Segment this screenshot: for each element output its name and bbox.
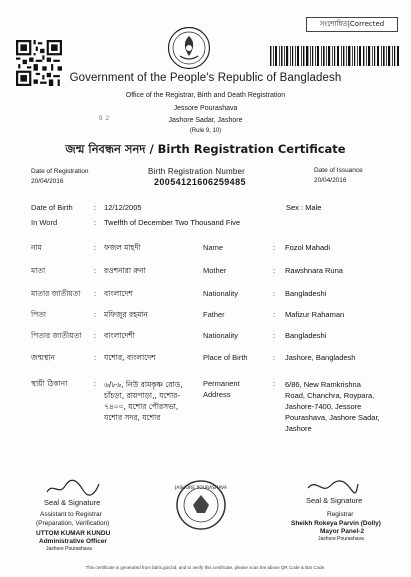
dob-label: Date of Birth	[31, 203, 73, 212]
dob-value: 12/12/2005	[104, 203, 142, 212]
mother-en-label: Mother	[203, 266, 227, 275]
father-en: Mafizur Rahaman	[285, 310, 345, 319]
address-en-label-2: Address	[203, 390, 231, 399]
address-en: 6/86, New Ramkrishna Road, Chanchra, Roypara, Jashore-7400, Jessore Pourashava, Jashore Sadar, Jashore	[285, 380, 380, 433]
footer-note: This certificate is generated from bdris.gov.bd, and to verify this certificate, please scan the above QR Code & Bar Code.	[85, 565, 326, 570]
right-signer-name: Sheikh Rokeya Parvin (Dolly)	[291, 520, 381, 527]
father-nationality-en-label: Nationality	[203, 331, 239, 340]
sex-value: Male	[305, 203, 322, 212]
left-signature	[43, 478, 103, 498]
registration-date: 20/04/2016	[31, 178, 64, 185]
mother-en: Rawshnara Runa	[285, 266, 343, 275]
father-nationality-en: Bangladeshi	[285, 331, 327, 340]
colon: :	[273, 243, 276, 252]
address-en-label-1: Permanent	[203, 379, 240, 388]
mother-bn: রওশনারা রুনা	[104, 266, 146, 275]
colon: :	[273, 289, 276, 298]
colon: :	[94, 379, 97, 388]
certificate-title: জন্ম নিবন্ধন সনদ / Birth Registration Certificate	[65, 142, 346, 156]
colon: :	[273, 310, 276, 319]
pourashava-name: Jessore Pourashava	[173, 105, 238, 112]
office-location: Jashore Sadar, Jashore	[168, 117, 243, 124]
dob-colon: :	[94, 203, 97, 212]
name-bn-label: নাম	[31, 243, 42, 252]
registration-number: 20054121606259485	[154, 177, 246, 187]
father-bn: মফিজুর রহমান	[104, 310, 148, 319]
registration-number-label: Birth Registration Number	[148, 167, 246, 176]
government-title: Government of the People's Republic of Bangladesh	[69, 72, 342, 84]
in-word-colon: :	[94, 218, 97, 227]
left-signer-officer: Administrative Officer	[39, 538, 107, 545]
left-role-1: Assistant to Registrar	[40, 511, 102, 518]
name-en: Fozol Mahadi	[285, 243, 331, 252]
right-signature	[304, 476, 362, 496]
place-of-birth-en-label: Place of Birth	[203, 353, 248, 362]
sex-label: Sex :	[286, 203, 306, 212]
mother-nationality-bn: বাংলাদেশ	[104, 289, 133, 298]
rule-reference: (Rule 9, 10)	[189, 128, 222, 134]
right-seal-title: Seal & Signature	[306, 496, 363, 505]
address-bn-label: স্থায়ী ঠিকানা	[31, 379, 68, 388]
father-en-label: Father	[203, 310, 225, 319]
place-of-birth-bn-label: জন্মস্থান	[31, 353, 56, 362]
left-signer-office: Jashore Pourashava	[46, 546, 92, 552]
pourashava-stamp	[175, 479, 227, 531]
issuance-date: 20/04/2016	[314, 177, 347, 184]
office-name: Office of the Registrar, Birth and Death Registration	[125, 92, 286, 99]
mother-bn-label: মাতা	[31, 266, 46, 275]
barcode	[270, 46, 400, 66]
issuance-date-label: Date of Issuance	[314, 167, 363, 174]
registration-date-label: Date of Registration	[31, 168, 89, 175]
colon: :	[94, 331, 97, 340]
place-of-birth-en: Jashore, Bangladesh	[285, 353, 356, 362]
in-word-value: Twelfth of December Two Thousand Five	[104, 218, 241, 227]
colon: :	[94, 310, 97, 319]
left-role-2: (Preparation, Verification)	[36, 520, 110, 527]
place-of-birth-bn: যশোর, বাংলাদেশ	[104, 353, 156, 362]
side-number: 9 2	[99, 116, 110, 122]
colon: :	[94, 289, 97, 298]
mother-nationality-bn-label: মাতার জাতীয়তা	[31, 289, 81, 298]
father-nationality-bn: বাংলাদেশী	[104, 331, 135, 340]
colon: :	[273, 379, 276, 388]
colon: :	[273, 266, 276, 275]
right-signer-office: Jashore Pourashava	[318, 536, 364, 542]
bangladesh-emblem-icon	[167, 26, 211, 70]
colon: :	[94, 243, 97, 252]
address-bn: ৬/৮৬, নিউ রামকৃষ্ণ রোড, চাঁচড়া, রায়পাড়া,, যশোর- ৭৪০০, যশোর পৌরসভা, যশোর সদর, যশোর	[104, 380, 183, 422]
father-nationality-bn-label: পিতার জাতীয়তা	[31, 331, 82, 340]
name-en-label: Name	[203, 243, 224, 252]
svg-text:JASHORE POURASHAVA: JASHORE POURASHAVA	[175, 486, 227, 491]
name-bn: ফজল মাহদী	[104, 243, 141, 252]
sex-field	[286, 203, 321, 212]
left-seal-title: Seal & Signature	[44, 498, 101, 507]
right-role: Registrar	[327, 511, 354, 518]
colon: :	[273, 331, 276, 340]
left-signer-name: UTTOM KUMAR KUNDU	[36, 530, 111, 537]
colon: :	[94, 353, 97, 362]
colon: :	[273, 353, 276, 362]
correction-label: সংশোধিত|Corrected	[306, 17, 398, 32]
mother-nationality-en-label: Nationality	[203, 289, 239, 298]
mother-nationality-en: Bangladeshi	[285, 289, 327, 298]
in-word-label: In Word	[31, 218, 58, 227]
father-bn-label: পিতা	[31, 310, 47, 319]
right-signer-panel: Mayor Panel-2	[320, 528, 365, 535]
colon: :	[94, 266, 97, 275]
